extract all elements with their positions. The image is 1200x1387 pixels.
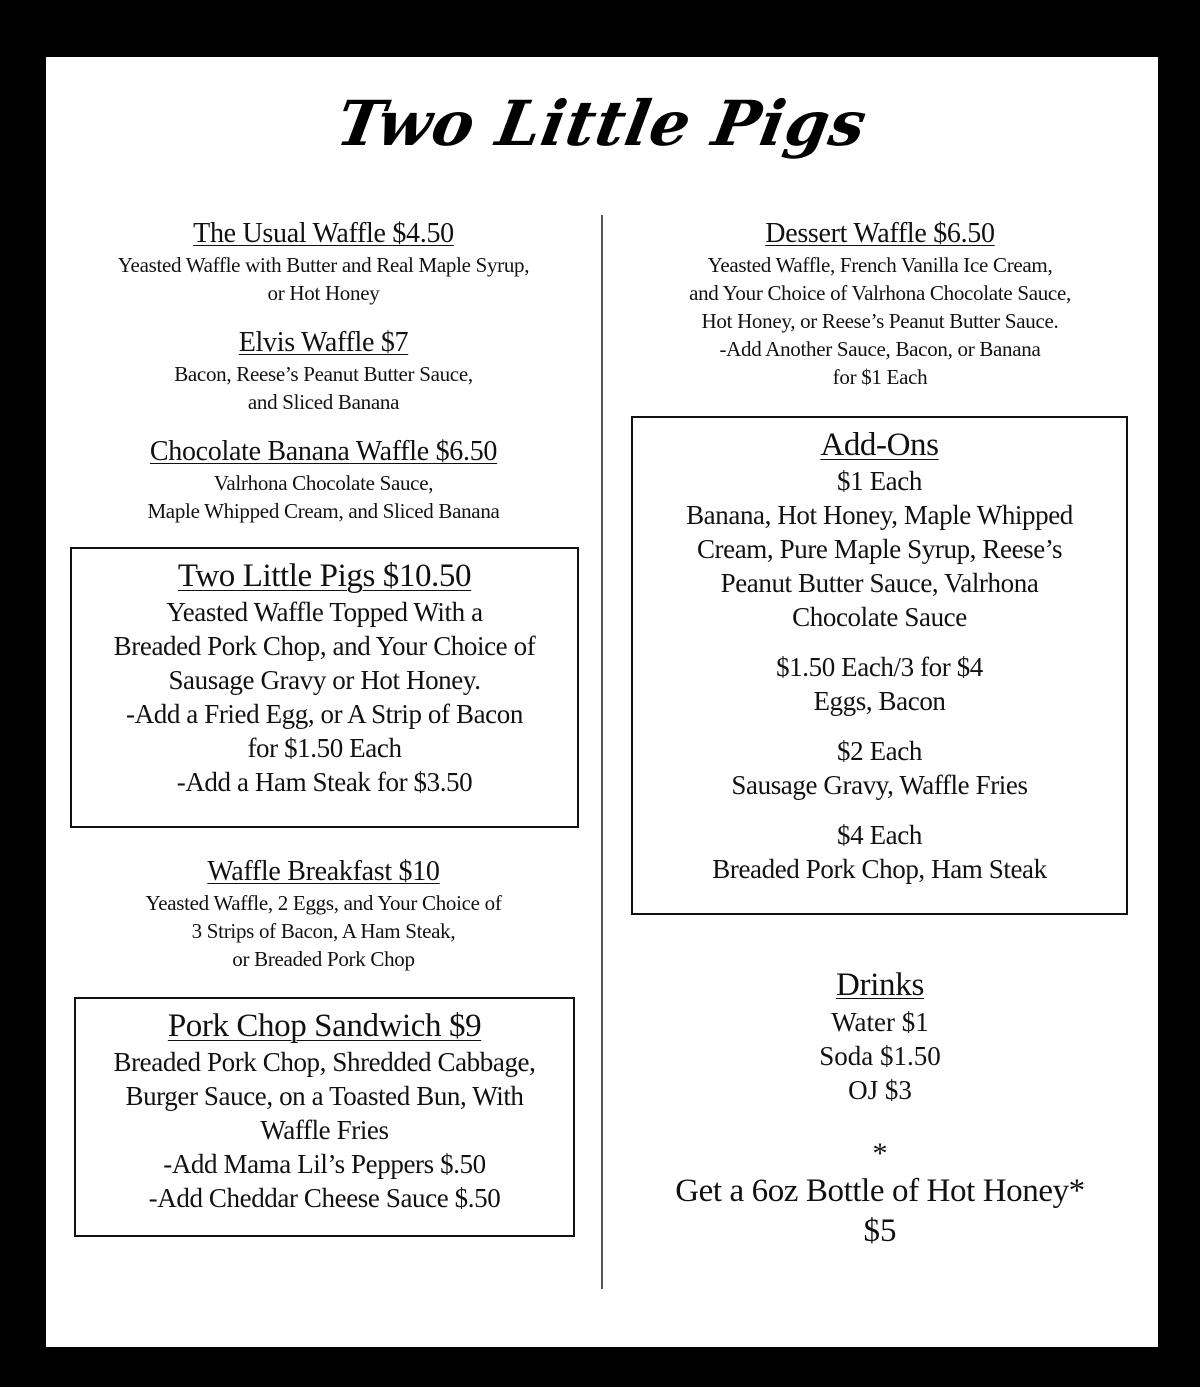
menu-item-usual-waffle [66, 217, 581, 307]
item-description: 3 Strips of Bacon, A Ham Steak, [191, 919, 456, 943]
addons-group-1 [633, 464, 1126, 634]
addons-price-label: $2 Each [837, 736, 922, 766]
menu-title: Two Little Pigs [331, 87, 873, 160]
drinks-title: Drinks [835, 967, 925, 1003]
addons-item: Peanut Butter Sauce, Valrhona [720, 568, 1039, 598]
menu-item-elvis-waffle [66, 326, 581, 416]
item-title: Pork Chop Sandwich $9 [167, 1008, 482, 1044]
hot-honey-price: $5 [863, 1213, 897, 1249]
item-title: Dessert Waffle $6.50 [765, 218, 995, 249]
item-description: Valrhona Chocolate Sauce, [213, 471, 434, 495]
addons-item: Sausage Gravy, Waffle Fries [731, 770, 1028, 800]
drink-item: OJ $3 [848, 1075, 912, 1105]
addons-price-label: $4 Each [837, 820, 922, 850]
item-description: Yeasted Waffle with Butter and Real Maple Syrup, [117, 253, 530, 277]
drinks-section [626, 965, 1134, 1107]
menu-item-dessert-waffle [626, 217, 1134, 391]
addons-group-2 [633, 650, 1126, 718]
menu-item-chocolate-banana-waffle [66, 435, 581, 525]
menu-page [46, 57, 1158, 1347]
item-description: -Add a Ham Steak for $3.50 [176, 767, 473, 797]
hot-honey-offer [626, 1137, 1134, 1251]
addons-price-label: $1 Each [837, 466, 922, 496]
addons-price-label: $1.50 Each/3 for $4 [776, 652, 983, 682]
item-description: Burger Sauce, on a Toasted Bun, With [125, 1081, 524, 1111]
item-description: -Add a Fried Egg, or A Strip of Bacon [126, 699, 523, 729]
item-description: and Sliced Banana [247, 390, 400, 414]
item-title: Elvis Waffle $7 [238, 327, 409, 358]
menu-box-pork-chop-sandwich [74, 997, 575, 1237]
item-description: Breaded Pork Chop, and Your Choice of [113, 631, 536, 661]
item-description: for $1.50 Each [247, 733, 402, 763]
item-description: for $1 Each [832, 365, 928, 389]
item-description: or Hot Honey [267, 281, 380, 305]
hot-honey-offer-text: Get a 6oz Bottle of Hot Honey* [675, 1173, 1085, 1209]
item-description: and Your Choice of Valrhona Chocolate Sauce, [689, 281, 1071, 305]
item-description: Bacon, Reese’s Peanut Butter Sauce, [174, 362, 473, 386]
addons-item: Breaded Pork Chop, Ham Steak [712, 854, 1047, 884]
column-divider [601, 215, 603, 1289]
addons-title: Add-Ons [820, 427, 939, 463]
item-description: Yeasted Waffle Topped With a [166, 597, 483, 627]
addons-group-4 [633, 818, 1126, 886]
item-description: Breaded Pork Chop, Shredded Cabbage, [113, 1047, 536, 1077]
item-description: Hot Honey, or Reese’s Peanut Butter Sauce. [701, 309, 1059, 333]
addons-item: Banana, Hot Honey, Maple Whipped [686, 500, 1073, 530]
item-description: Maple Whipped Cream, and Sliced Banana [147, 499, 500, 523]
addons-group-3 [633, 734, 1126, 802]
addons-item: Cream, Pure Maple Syrup, Reese’s [696, 534, 1063, 564]
item-description: Yeasted Waffle, 2 Eggs, and Your Choice of [145, 891, 502, 915]
item-title: Two Little Pigs $10.50 [177, 558, 472, 594]
item-description: -Add Mama Lil’s Peppers $.50 [163, 1149, 486, 1179]
item-title: The Usual Waffle $4.50 [193, 218, 454, 249]
drink-item: Soda $1.50 [819, 1041, 941, 1071]
menu-box-two-little-pigs [70, 547, 579, 828]
item-description: Sausage Gravy or Hot Honey. [168, 665, 481, 695]
item-description: -Add Another Sauce, Bacon, or Banana [719, 337, 1041, 361]
addons-item: Eggs, Bacon [813, 686, 946, 716]
item-title: Chocolate Banana Waffle $6.50 [149, 436, 498, 467]
item-description: or Breaded Pork Chop [232, 947, 415, 971]
menu-item-waffle-breakfast [66, 855, 581, 973]
item-title: Waffle Breakfast $10 [207, 856, 440, 887]
addons-box [631, 416, 1128, 915]
drink-item: Water $1 [831, 1007, 929, 1037]
asterisk: * [872, 1137, 888, 1170]
addons-item: Chocolate Sauce [792, 602, 967, 632]
item-description: Waffle Fries [260, 1115, 389, 1145]
item-description: -Add Cheddar Cheese Sauce $.50 [148, 1183, 501, 1213]
item-description: Yeasted Waffle, French Vanilla Ice Cream, [707, 253, 1053, 277]
